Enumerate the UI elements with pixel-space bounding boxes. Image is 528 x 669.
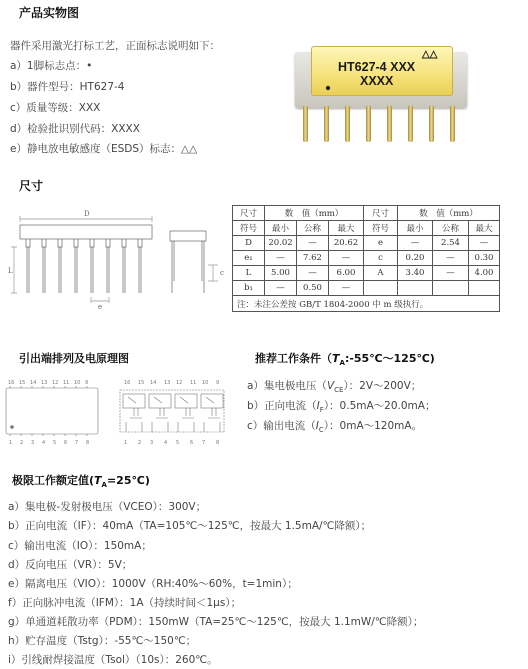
table-row	[233, 266, 500, 281]
table-row	[233, 251, 500, 266]
param-subscript: F	[319, 406, 324, 415]
table-cell	[433, 281, 469, 296]
table-cell: 4.00	[469, 266, 500, 281]
param-text: c）输出电流（	[247, 420, 316, 432]
pin-number-label: 14	[30, 380, 37, 386]
table-cell: —	[265, 281, 297, 296]
pin-number-label: 2	[138, 440, 142, 446]
param-text: ）：2V～200V；	[343, 380, 422, 392]
label-L: L	[8, 267, 13, 275]
drawing-pins	[26, 239, 142, 293]
limits-item-c: c）输出电流（IO）：150mA；	[8, 540, 152, 552]
product-intro: 器件采用激光打标工艺，正面标志说明如下：	[10, 40, 220, 52]
product-title: 产品实物图	[19, 6, 80, 20]
recommended-title-sub: A	[339, 359, 345, 368]
table-cell: —	[297, 236, 329, 251]
table-cell: 7.62	[297, 251, 329, 266]
limits-title-suffix: =25℃)	[106, 474, 150, 487]
param-subscript: C	[318, 426, 324, 435]
table-cell: 0.30	[469, 251, 500, 266]
product-item-b: b）器件型号：HT627-4	[10, 81, 125, 93]
table-header-cell: 公称	[297, 221, 329, 236]
chip-pin	[408, 106, 413, 142]
pin-number-label: 9	[216, 380, 220, 386]
pin-number-label: 12	[52, 380, 59, 386]
label-e: e	[98, 303, 103, 310]
table-cell: 20.02	[265, 236, 297, 251]
table-cell: 5.00	[265, 266, 297, 281]
pin-number-label: 16	[124, 380, 131, 386]
pin-number-label: 6	[64, 440, 68, 446]
pin-number-label: 1	[124, 440, 128, 446]
pin1-dot-icon	[326, 86, 330, 90]
recommended-title-prefix: 推荐工作条件（	[255, 352, 332, 365]
table-cell: 20.62	[329, 236, 364, 251]
table-cell: —	[433, 266, 469, 281]
limits-item-h: h）贮存温度（Tstg）：-55℃～150℃；	[8, 635, 197, 647]
optocoupler-schematic	[120, 390, 224, 432]
table-header-row	[233, 221, 500, 236]
param-symbol: V	[326, 380, 335, 392]
pin-number-label: 9	[85, 380, 89, 386]
table-header-cell: 尺寸	[364, 206, 398, 221]
table-cell	[364, 281, 398, 296]
table-header-cell: 尺寸	[233, 206, 265, 221]
table-cell: e	[364, 236, 398, 251]
product-item-d: d）检验批识别代码：XXXX	[10, 123, 140, 135]
table-cell: —	[469, 236, 500, 251]
pin-number-label: 8	[216, 440, 220, 446]
pin-number-label: 7	[75, 440, 79, 446]
table-header-cell: 数 值（mm）	[398, 206, 500, 221]
limits-title	[12, 472, 150, 489]
table-cell: D	[233, 236, 265, 251]
table-cell: b₁	[233, 281, 265, 296]
param-text: ）：0mA～120mA。	[323, 420, 423, 432]
dimension-drawing	[8, 205, 230, 310]
table-header-row	[233, 206, 500, 221]
recommended-item-b	[247, 398, 435, 414]
pin-number-label: 15	[138, 380, 145, 386]
pin-number-label: 11	[63, 380, 70, 386]
table-cell: —	[329, 251, 364, 266]
table-header-cell: 最大	[329, 221, 364, 236]
pin-number-label: 11	[190, 380, 197, 386]
table-cell: A	[364, 266, 398, 281]
chip-pin	[387, 106, 392, 142]
recommended-title	[255, 350, 435, 367]
limits-title-var: T	[94, 474, 102, 487]
table-cell	[398, 281, 433, 296]
limits-item-f: f）正向脉冲电流（IFM）：1A（持续时间＜1μs）；	[8, 597, 242, 609]
table-cell: L	[233, 266, 265, 281]
table-header-cell: 最小	[265, 221, 297, 236]
product-item-e: e）静电放电敏感度（ESDS）标志：△△	[10, 143, 198, 155]
chip-marking-model: HT627-4 XXX	[338, 60, 416, 74]
pin-number-label: 5	[176, 440, 180, 446]
pin-number-label: 4	[42, 440, 46, 446]
table-cell: —	[265, 251, 297, 266]
limits-title-prefix: 极限工作额定值(	[12, 474, 95, 487]
limits-item-d: d）反向电压（VR）：5V；	[8, 559, 133, 571]
limits-item-e: e）隔离电压（VIO）：1000V（RH:40%～60%，t=1min）；	[8, 578, 298, 590]
pin-number-label: 13	[164, 380, 171, 386]
package-top-view	[6, 388, 98, 434]
table-cell: 0.20	[398, 251, 433, 266]
pin-number-label: 5	[53, 440, 57, 446]
pin-number-label: 14	[150, 380, 157, 386]
drawing-body-end	[170, 231, 206, 241]
pin-number-label: 3	[150, 440, 154, 446]
table-row	[233, 281, 500, 296]
table-header-cell: 公称	[433, 221, 469, 236]
table-cell: c	[364, 251, 398, 266]
param-text: ）：0.5mA～20.0mA；	[323, 400, 436, 412]
pin-number-label: 1	[9, 440, 13, 446]
table-cell: e₁	[233, 251, 265, 266]
label-c: c	[220, 269, 224, 277]
drawing-body-side	[20, 225, 152, 239]
table-cell: 3.40	[398, 266, 433, 281]
table-note: 注：未注公差按 GB/T 1804-2000 中 m 级执行。	[233, 296, 500, 312]
table-header-cell: 最小	[398, 221, 433, 236]
table-header-cell: 符号	[233, 221, 265, 236]
pin-number-label: 10	[74, 380, 81, 386]
pin-number-label: 2	[20, 440, 24, 446]
chip-pin	[303, 106, 308, 142]
chip-pin	[429, 106, 434, 142]
pin-number-label: 4	[164, 440, 168, 446]
limits-item-b: b）正向电流（IF）：40mA（TA=105℃～125℃，按最大 1.5mA/℃降额）；	[8, 520, 372, 532]
pin-number-label: 12	[176, 380, 183, 386]
product-item-c: c）质量等级：XXX	[10, 102, 101, 114]
param-symbol: I	[316, 400, 320, 412]
pin-number-label: 6	[190, 440, 194, 446]
chip-lid	[311, 46, 453, 96]
chip-pin	[324, 106, 329, 142]
param-text: a）集电极电压（	[247, 380, 327, 392]
pin-number-label: 7	[202, 440, 206, 446]
param-symbol: I	[315, 420, 319, 432]
chip-marking-lot: XXXX	[360, 74, 394, 88]
param-text: b）正向电流（	[247, 400, 317, 412]
limits-title-sub: A	[101, 481, 107, 490]
esd-mark: △△	[422, 49, 438, 60]
pin-number-label: 8	[86, 440, 90, 446]
table-cell	[469, 281, 500, 296]
limits-item-g: g）单通道耗散功率（PDM）：150mW（TA=25℃～125℃，按最大 1.1mW/℃降额）；	[8, 616, 424, 628]
table-header-cell: 数 值（mm）	[265, 206, 364, 221]
pinout-diagram	[4, 378, 228, 446]
table-cell: 2.54	[433, 236, 469, 251]
table-cell: —	[433, 251, 469, 266]
dimension-table	[232, 205, 500, 312]
product-item-a: a）1脚标志点：•	[10, 60, 93, 72]
table-cell: —	[329, 281, 364, 296]
label-D: D	[84, 210, 90, 218]
recommended-item-c	[247, 418, 422, 434]
table-header-cell: 符号	[364, 221, 398, 236]
table-row	[233, 236, 500, 251]
pinout-title: 引出端排列及电原理图	[19, 352, 129, 365]
table-cell: 0.50	[297, 281, 329, 296]
pin-number-label: 13	[41, 380, 48, 386]
pin-number-label: 15	[19, 380, 26, 386]
table-cell: 6.00	[329, 266, 364, 281]
recommended-title-var: T	[332, 352, 340, 365]
pin-number-label: 3	[31, 440, 35, 446]
dimensions-title: 尺寸	[19, 179, 44, 193]
pin1-marker-icon	[11, 426, 14, 429]
limits-item-i: i）引线耐焊接温度（Tsol）（10s）：260℃。	[8, 654, 218, 666]
table-cell: —	[398, 236, 433, 251]
recommended-item-a	[247, 378, 421, 394]
table-cell: —	[297, 266, 329, 281]
limits-item-a: a）集电极-发射极电压（VCEO）：300V；	[8, 501, 207, 513]
chip-pin	[450, 106, 455, 142]
recommended-title-suffix: :-55℃～125℃)	[344, 352, 435, 365]
pin-number-label: 16	[8, 380, 15, 386]
chip-photo	[291, 46, 476, 142]
chip-pin	[345, 106, 350, 142]
table-note-row	[233, 296, 500, 312]
chip-pin	[366, 106, 371, 142]
pin-number-label: 10	[202, 380, 209, 386]
param-subscript: CE	[334, 386, 344, 395]
table-header-cell: 最大	[469, 221, 500, 236]
